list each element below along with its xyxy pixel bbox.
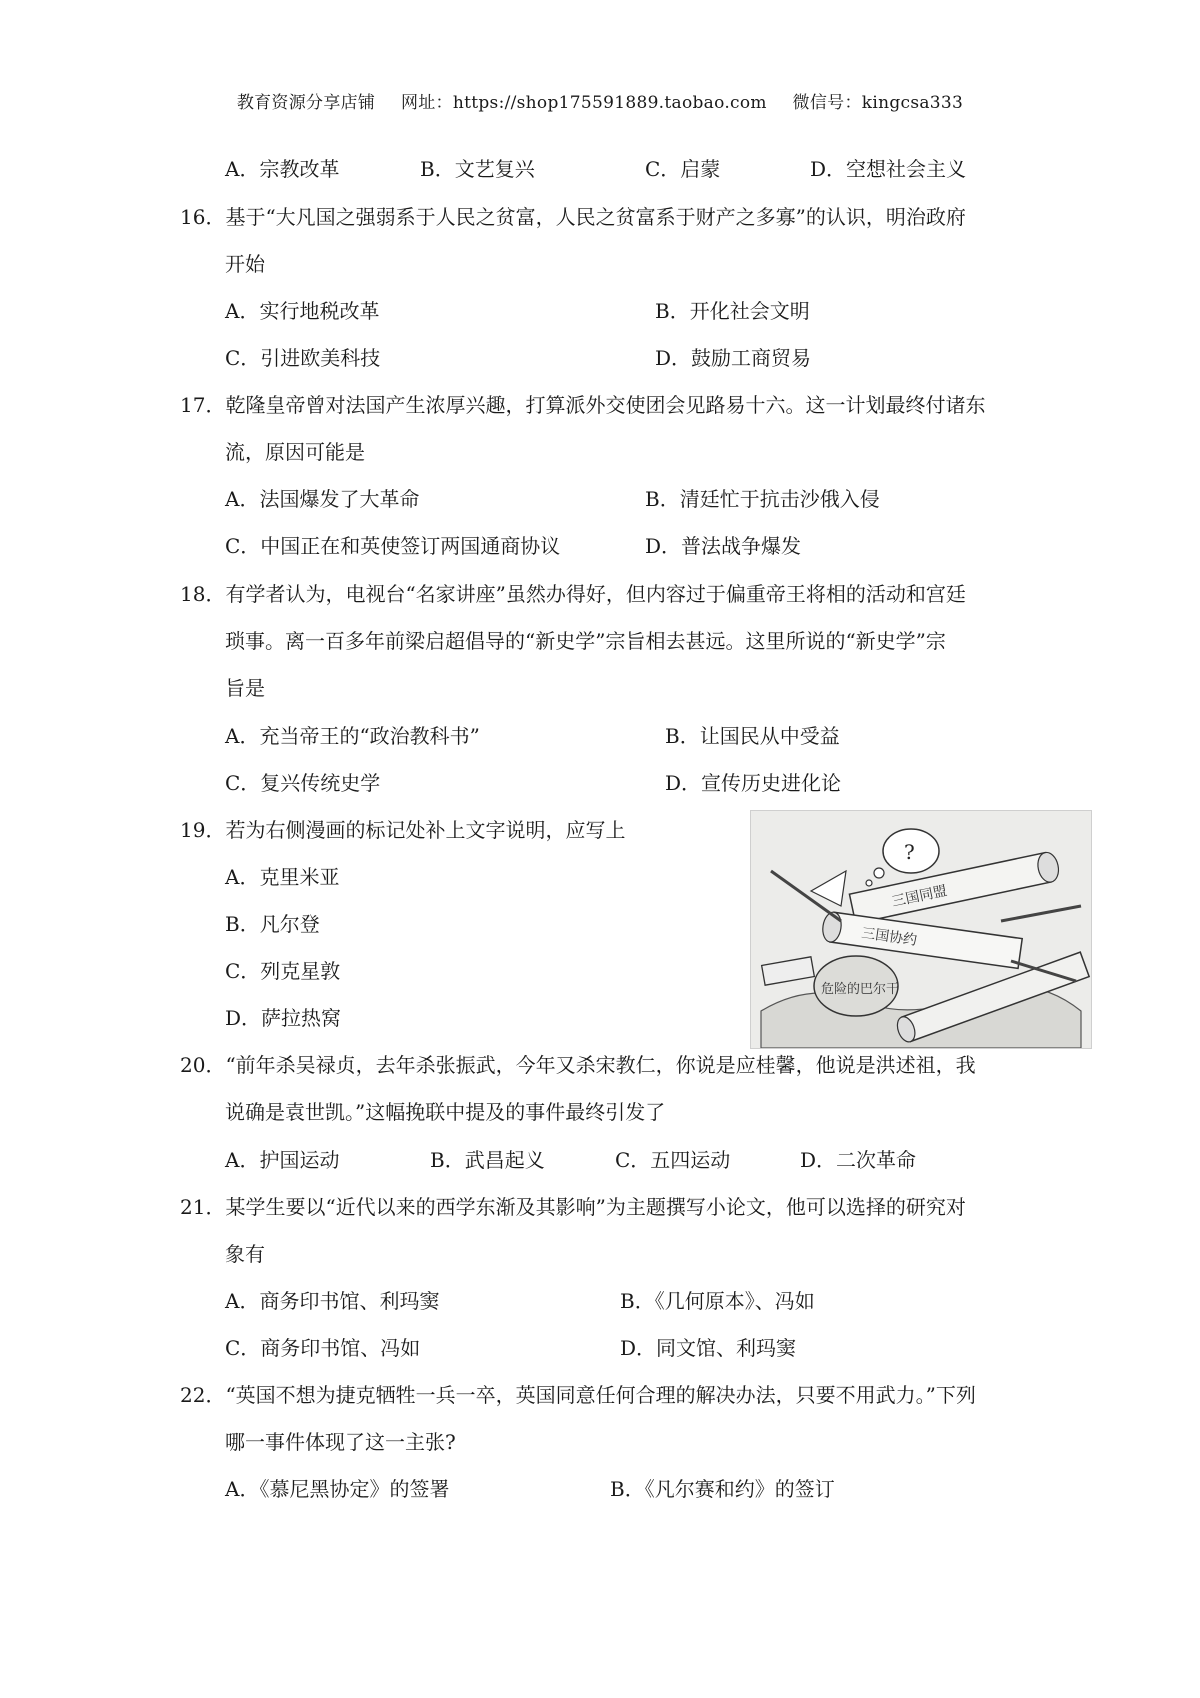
- q19-option-b: B．凡尔登: [225, 912, 320, 936]
- q18-option-a: A．充当帝王的“政治教科书”: [225, 724, 480, 748]
- q18-stem-line3: 旨是: [225, 676, 265, 700]
- cartoon-label-triple-alliance: 三国同盟: [890, 883, 949, 911]
- cartoon-label-triple-entente: 三国协约: [860, 925, 918, 949]
- q17-stem-line1: 17．乾隆皇帝曾对法国产生浓厚兴趣，打算派外交使团会见路易十六。这一计划最终付诸东: [180, 393, 986, 417]
- q16-option-b: B．开化社会文明: [655, 299, 810, 323]
- shop-name: 教育资源分享店铺: [236, 93, 376, 113]
- q17-option-b: B．清廷忙于抗击沙俄入侵: [645, 487, 880, 511]
- q22-option-b: B．《凡尔赛和约》的签订: [610, 1477, 835, 1501]
- q22-stem-line2: 哪一事件体现了这一主张?: [225, 1430, 456, 1454]
- q20-option-d: D．二次革命: [800, 1148, 917, 1172]
- q17-option-c: C．中国正在和英使签订两国通商协议: [225, 534, 561, 558]
- q16-option-d: D．鼓励工商贸易: [655, 346, 812, 370]
- q18-option-b: B．让国民从中受益: [665, 724, 840, 748]
- q20-stem-line1: 20．“前年杀吴禄贞，去年杀张振武，今年又杀宋教仁，你说是应桂馨，他说是洪述祖，我: [180, 1053, 976, 1077]
- q21-stem-line2: 象有: [225, 1242, 265, 1266]
- q19-option-c: C．列克星敦: [225, 959, 341, 983]
- q20-option-b: B．武昌起义: [430, 1148, 545, 1172]
- q15-option-c: C．启蒙: [645, 157, 721, 181]
- wechat-id: 微信号：kingcsa333: [792, 93, 964, 113]
- cartoon-image: [750, 810, 1092, 1049]
- q19-option-d: D．萨拉热窝: [225, 1006, 342, 1030]
- q16-option-a: A．实行地税改革: [225, 299, 380, 323]
- q20-option-a: A．护国运动: [225, 1148, 340, 1172]
- q21-option-d: D．同文馆、利玛窦: [620, 1336, 797, 1360]
- q21-option-a: A．商务印书馆、利玛窦: [225, 1289, 440, 1313]
- q17-option-a: A．法国爆发了大革命: [225, 487, 420, 511]
- q20-stem-line2: 说确是袁世凯。”这幅挽联中提及的事件最终引发了: [225, 1100, 666, 1124]
- q18-stem-line2: 琐事。离一百多年前梁启超倡导的“新史学”宗旨相去甚远。这里所说的“新史学”宗: [225, 629, 946, 653]
- cartoon-label-balkans: 危险的巴尔干: [821, 982, 900, 997]
- q19-stem-line1: 19．若为右侧漫画的标记处补上文字说明，应写上: [180, 818, 626, 842]
- q17-option-d: D．普法战争爆发: [645, 534, 802, 558]
- cartoon-drawing: [751, 811, 1091, 1048]
- page-header: [0, 88, 1200, 113]
- q15-option-b: B．文艺复兴: [420, 157, 535, 181]
- q17-stem-line2: 流，原因可能是: [225, 440, 365, 464]
- q21-stem-line1: 21．某学生要以“近代以来的西学东渐及其影响”为主题撰写小论文，他可以选择的研究对: [180, 1195, 966, 1219]
- q20-option-c: C．五四运动: [615, 1148, 731, 1172]
- q18-option-d: D．宣传历史进化论: [665, 771, 842, 795]
- cartoon-question-mark: ?: [904, 840, 915, 864]
- q22-stem-line1: 22．“英国不想为捷克牺牲一兵一卒，英国同意任何合理的解决办法，只要不用武力。”下列: [180, 1383, 976, 1407]
- q19-option-a: A．克里米亚: [225, 865, 340, 889]
- q18-stem-line1: 18．有学者认为，电视台“名家讲座”虽然办得好，但内容过于偏重帝王将相的活动和宫廷: [180, 582, 966, 606]
- q15-option-a: A．宗教改革: [225, 157, 340, 181]
- q21-option-c: C．商务印书馆、冯如: [225, 1336, 421, 1360]
- q16-option-c: C．引进欧美科技: [225, 346, 381, 370]
- q22-option-a: A．《慕尼黑协定》的签署: [225, 1477, 450, 1501]
- q18-option-c: C．复兴传统史学: [225, 771, 381, 795]
- q21-option-b: B．《几何原本》、冯如: [620, 1289, 815, 1313]
- q16-stem-line1: 16．基于“大凡国之强弱系于人民之贫富，人民之贫富系于财产之多寡”的认识，明治政府: [180, 205, 966, 229]
- q16-stem-line2: 开始: [225, 252, 265, 276]
- shop-website: 网址：https://shop175591889.taobao.com: [400, 93, 767, 113]
- q15-option-d: D．空想社会主义: [810, 157, 967, 181]
